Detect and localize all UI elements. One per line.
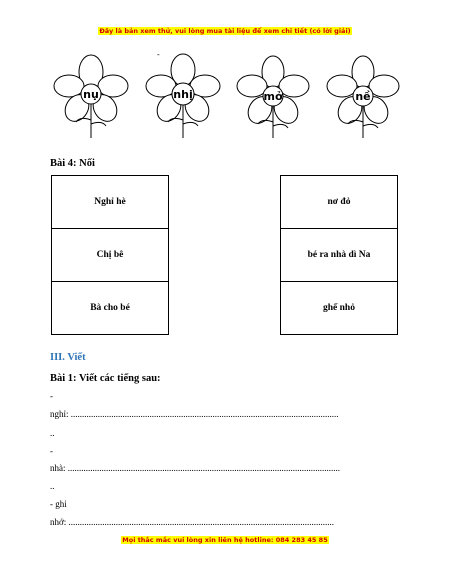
flower-icon bbox=[50, 50, 132, 142]
right-match-cell: bé ra nhà dì Na bbox=[281, 229, 398, 282]
writing-line: nhớ: ...................................................................................................................... bbox=[50, 517, 335, 527]
right-match-cell: nơ đỏ bbox=[281, 176, 398, 229]
left-match-table bbox=[51, 175, 169, 335]
preview-banner-text: Đây là bản xem thử, vui lòng mua tài liệu để xem chi tiết (có lời giải) bbox=[99, 27, 351, 35]
preview-banner bbox=[0, 27, 450, 35]
flower-word: nề bbox=[355, 90, 371, 103]
left-match-cell: Nghỉ hè bbox=[52, 176, 169, 229]
left-match-cell: Bà cho bé bbox=[52, 282, 169, 335]
hotline-banner bbox=[0, 536, 450, 544]
writing-line: nhà: ......................................................................................................................... bbox=[50, 463, 340, 473]
writing-line: - bbox=[50, 391, 53, 401]
writing-line: .. bbox=[50, 428, 55, 438]
bai4-title: Bài 4: Nối bbox=[50, 158, 95, 169]
hotline-banner-text: Mọi thắc mắc vui lòng xin liên hệ hotline: 084 283 45 85 bbox=[122, 536, 328, 544]
writing-line: - bbox=[50, 446, 53, 456]
section-title: III. Viết bbox=[50, 352, 86, 363]
writing-line: nghỉ: ....................................................................................................................... bbox=[50, 409, 339, 419]
flower-icon bbox=[232, 50, 314, 142]
writing-line: - ghi bbox=[50, 499, 67, 509]
flower-icon bbox=[142, 50, 224, 142]
flower-icon bbox=[322, 50, 404, 142]
right-match-table bbox=[280, 175, 398, 335]
flower-row bbox=[0, 50, 450, 145]
flower-word: nụ bbox=[83, 88, 99, 101]
right-match-cell: ghế nhỏ bbox=[281, 282, 398, 335]
flower-word: mở bbox=[263, 90, 283, 103]
left-match-cell: Chị bê bbox=[52, 229, 169, 282]
stray-mark: - bbox=[157, 50, 160, 59]
writing-line: .. bbox=[50, 481, 55, 491]
flower-word: nhị bbox=[173, 88, 193, 101]
bai1-title: Bài 1: Viết các tiếng sau: bbox=[50, 373, 161, 384]
